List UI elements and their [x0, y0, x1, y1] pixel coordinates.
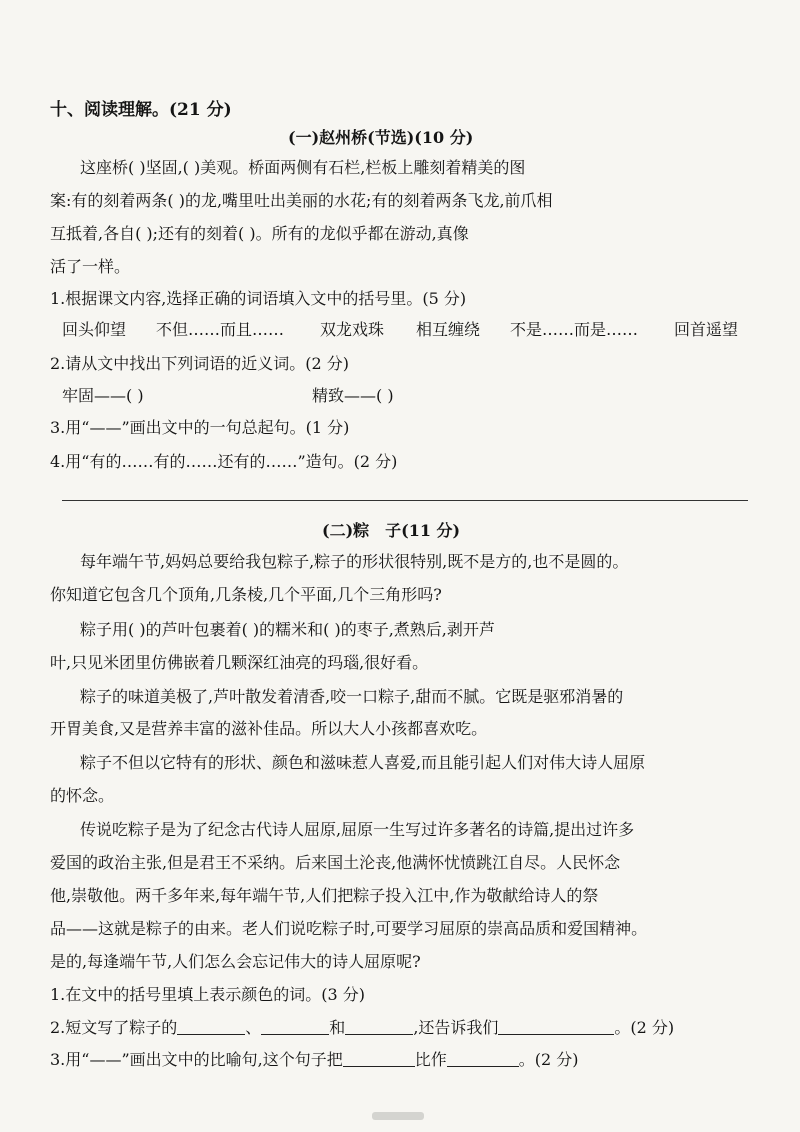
part2-passage-line: 你知道它包含几个顶角,几条棱,几个平面,几个三角形吗?: [50, 585, 442, 604]
answer-blank[interactable]: [447, 1050, 519, 1067]
question-text: 2.短文写了粽子的: [50, 1018, 178, 1037]
synonym-pair: 精致——( ): [312, 386, 394, 405]
word-choice: 回首遥望: [674, 320, 739, 339]
answer-blank[interactable]: [343, 1050, 415, 1067]
part2-passage-line: 他,崇敬他。两千多年来,每年端午节,人们把粽子投入江中,作为敬献给诗人的祭: [50, 886, 599, 905]
part2-passage-line: 的怀念。: [50, 786, 115, 805]
answer-blank[interactable]: [177, 1018, 245, 1035]
part1-question-2: 2.请从文中找出下列词语的近义词。(2 分): [50, 354, 350, 373]
part2-title: (二)粽 子(11 分): [322, 521, 461, 540]
part2-passage-line: 品——这就是粽子的由来。老人们说吃粽子时,可要学习屈原的崇高品质和爱国精神。: [50, 919, 648, 938]
answer-blank[interactable]: [498, 1018, 614, 1035]
word-choice: 相互缠绕: [416, 320, 481, 339]
question-text: 。(2 分): [614, 1018, 675, 1037]
part2-passage-line: 粽子的味道美极了,芦叶散发着清香,咬一口粽子,甜而不腻。它既是驱邪消暑的: [80, 687, 624, 706]
question-text: 、: [245, 1018, 262, 1037]
word-choice: 不是……而是……: [510, 320, 639, 339]
part2-question-1: 1.在文中的括号里填上表示颜色的词。(3 分): [50, 985, 366, 1004]
part2-question-3: [50, 1050, 579, 1070]
part1-question-4: 4.用“有的……有的……还有的……”造句。(2 分): [50, 452, 398, 471]
question-text: 比作: [414, 1050, 447, 1069]
word-choice: 双龙戏珠: [320, 320, 385, 339]
part1-passage-line: 案:有的刻着两条( )的龙,嘴里吐出美丽的水花;有的刻着两条飞龙,前爪相: [50, 191, 553, 210]
part1-question-1: 1.根据课文内容,选择正确的词语填入文中的括号里。(5 分): [50, 289, 467, 308]
part2-passage-line: 粽子不但以它特有的形状、颜色和滋味惹人喜爱,而且能引起人们对伟大诗人屈原: [80, 753, 646, 772]
section-heading: 十、阅读理解。(21 分): [50, 100, 232, 120]
part1-passage-line: 互抵着,各自( );还有的刻着( )。所有的龙似乎都在游动,真像: [50, 224, 469, 243]
question-text: 和: [329, 1018, 346, 1037]
part2-passage-line: 传说吃粽子是为了纪念古代诗人屈原,屈原一生写过许多著名的诗篇,提出过许多: [80, 820, 635, 839]
page-footer-mark: [372, 1112, 424, 1120]
part2-passage-line: 是的,每逢端午节,人们怎么会忘记伟大的诗人屈原呢?: [50, 952, 421, 971]
part2-passage-line: 开胃美食,又是营养丰富的滋补佳品。所以大人小孩都喜欢吃。: [50, 719, 488, 738]
part1-passage-line: 活了一样。: [50, 257, 131, 276]
answer-blank[interactable]: [261, 1018, 329, 1035]
part2-passage-line: 爱国的政治主张,但是君王不采纳。后来国土沦丧,他满怀忧愤跳江自尽。人民怀念: [50, 853, 621, 872]
question-text: 3.用“——”画出文中的比喻句,这个句子把: [50, 1050, 343, 1069]
part2-passage-line: 每年端午节,妈妈总要给我包粽子,粽子的形状很特别,既不是方的,也不是圆的。: [80, 552, 629, 571]
part2-passage-line: 粽子用( )的芦叶包裹着( )的糯米和( )的枣子,煮熟后,剥开芦: [80, 620, 495, 639]
part1-title: (一)赵州桥(节选)(10 分): [288, 128, 474, 147]
part1-passage-line: 这座桥( )坚固,( )美观。桥面两侧有石栏,栏板上雕刻着精美的图: [80, 158, 526, 177]
answer-blank[interactable]: [345, 1018, 413, 1035]
part2-passage-line: 叶,只见米团里仿佛嵌着几颗深红油亮的玛瑙,很好看。: [50, 653, 429, 672]
part1-question-3: 3.用“——”画出文中的一句总起句。(1 分): [50, 418, 350, 437]
question-text: ,还告诉我们: [413, 1018, 499, 1037]
question-text: 。(2 分): [518, 1050, 579, 1069]
synonym-pair: 牢固——( ): [62, 386, 144, 405]
word-choice: 不但……而且……: [156, 320, 285, 339]
part2-question-2: [50, 1018, 674, 1038]
section-divider: [62, 500, 748, 501]
word-choice: 回头仰望: [62, 320, 127, 339]
